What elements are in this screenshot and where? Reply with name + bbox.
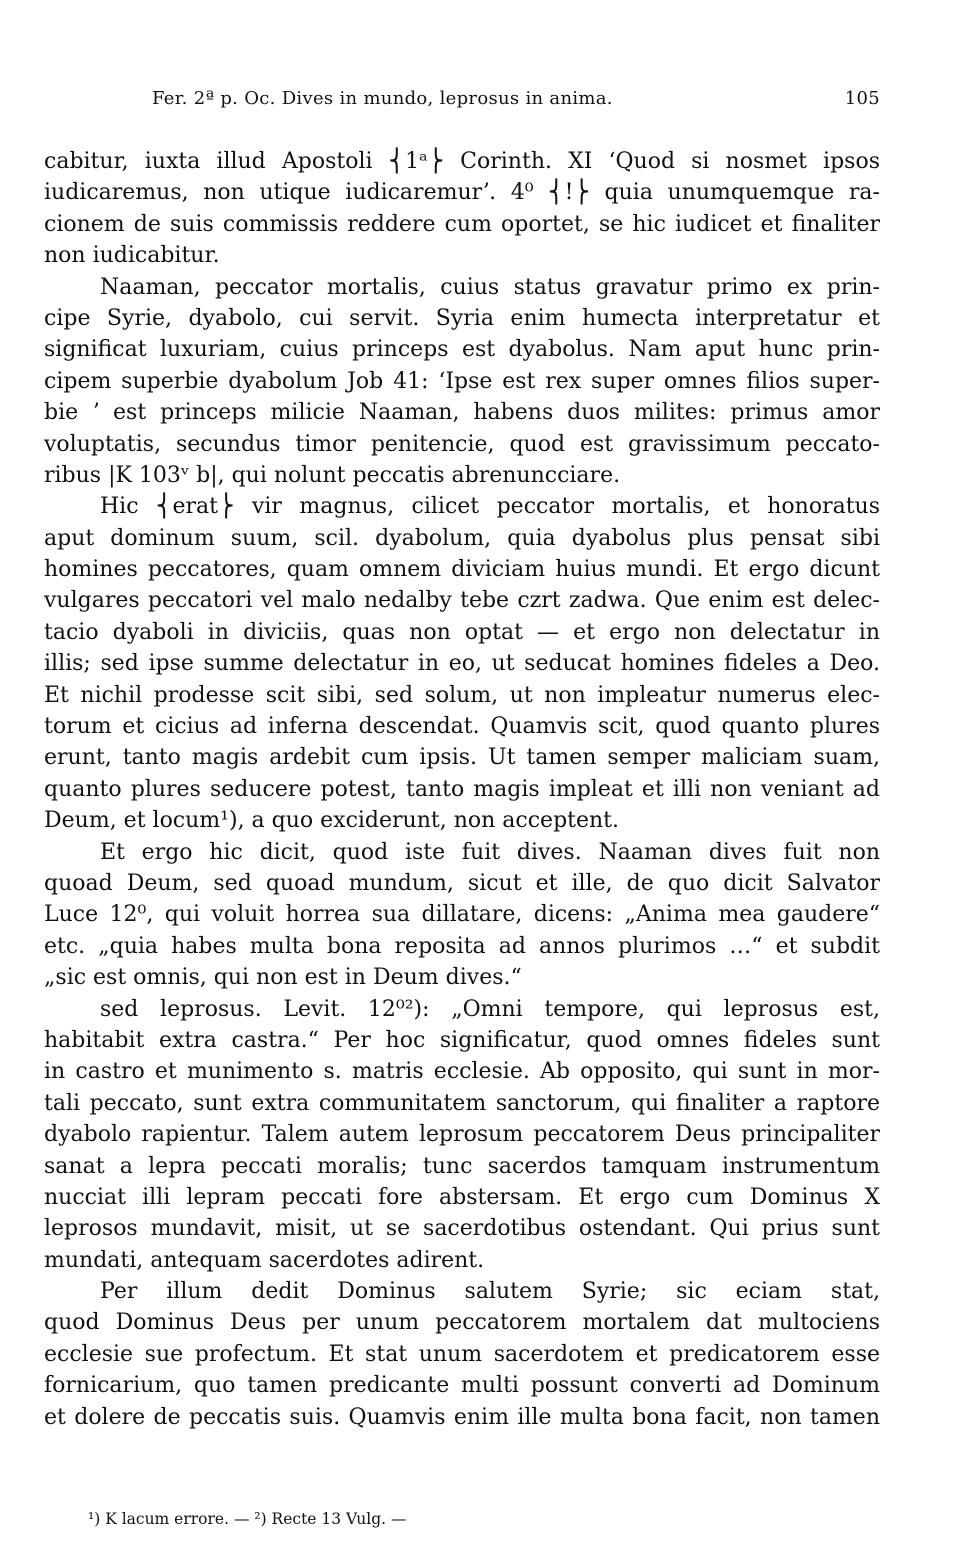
text-line: torum et cicius ad inferna descendat. Quamvis scit, quod quanto plures <box>44 714 880 740</box>
text-line: aput dominum suum, scil. dyabolum, quia dyabolus plus pensat sibi <box>44 525 880 551</box>
text-line: quanto plures seducere potest, tanto magis impleat et illi non veniant ad <box>44 776 880 802</box>
page-number: 105 <box>844 88 880 109</box>
text-line: dyabolo rapientur. Talem autem leprosum peccatorem Deus principaliter <box>44 1122 880 1148</box>
text-line: sed leprosus. Levit. 12⁰²): „Omni tempore, qui leprosus est, <box>100 996 880 1022</box>
text-line: „sic est omnis, qui non est in Deum dives.“ <box>44 965 522 991</box>
text-line: homines peccatores, quam omnem diviciam huius mundi. Et ergo dicunt <box>44 557 880 583</box>
text-line: Naaman, peccator mortalis, cuius status gravatur primo ex prin- <box>100 274 880 300</box>
text-line: Luce 12⁰, qui voluit horrea sua dillatare, dicens: „Anima mea gaudere“ <box>44 902 880 928</box>
text-line: tali peccato, sunt extra communitatem sanctorum, qui finaliter a raptore <box>44 1090 880 1116</box>
footnotes: ¹) K lacum errore. — ²) Recte 13 Vulg. — <box>88 1510 407 1528</box>
text-line: Hic ⎨erat⎬ vir magnus, cilicet peccator mortalis, et honoratus <box>100 494 880 520</box>
text-line: Et nichil prodesse scit sibi, sed solum, ut non impleatur numerus elec- <box>44 682 880 708</box>
text-line: etc. „quia habes multa bona reposita ad annos plurimos …“ et subdit <box>44 933 880 959</box>
page-header <box>152 88 880 118</box>
text-line: mundati, antequam sacerdotes adirent. <box>44 1247 485 1273</box>
text-line: Deum, et locum¹), a quo exciderunt, non acceptent. <box>44 808 620 834</box>
text-line: cabitur, iuxta illud Apostoli ⎨1ᵃ⎬ Corinth. XI ʻQuod si nosmet ipsos <box>44 149 880 174</box>
document-page <box>44 0 880 1555</box>
text-line: tacio dyaboli in diviciis, quas non optat — et ergo non delectatur in <box>44 619 880 645</box>
text-line: fornicarium, quo tamen predicante multi possunt converti ad Dominum <box>44 1373 880 1399</box>
text-line: Per illum dedit Dominus salutem Syrie; sic eciam stat, <box>100 1279 880 1305</box>
text-line: et dolere de peccatis suis. Quamvis enim ille multa bona facit, non tamen <box>44 1404 880 1430</box>
text-line: sanat a lepra peccati moralis; tunc sacerdos tamquam instrumentum <box>44 1153 880 1179</box>
running-title: Fer. 2ª p. Oc. Dives in mundo, leprosus in anima. <box>152 88 613 109</box>
text-line: voluptatis, secundus timor penitencie, quod est gravissimum peccato- <box>44 431 880 457</box>
text-line: cionem de suis commissis reddere cum oportet, se hic iudicet et finaliter <box>44 211 880 237</box>
text-line: illis; sed ipse summe delectatur in eo, ut seducat homines fideles a Deo. <box>44 651 880 677</box>
body-text <box>44 146 880 1433</box>
text-line: vulgares peccatori vel malo nedalby tebe czrt zadwa. Que enim est delec- <box>44 588 880 614</box>
text-line: cipe Syrie, dyabolo, cui servit. Syria enim humecta interpretatur et <box>44 305 880 331</box>
text-line: bie ʼ est princeps milicie Naaman, habens duos milites: primus amor <box>44 400 880 426</box>
text-line: significat luxuriam, cuius princeps est dyabolus. Nam aput hunc prin- <box>44 337 880 363</box>
text-line: nucciat illi lepram peccati fore abstersam. Et ergo cum Dominus X <box>44 1184 880 1210</box>
text-line: quod Dominus Deus per unum peccatorem mortalem dat multociens <box>44 1310 880 1336</box>
text-line: quoad Deum, sed quoad mundum, sicut et ille, de quo dicit Salvator <box>44 870 880 896</box>
text-line: erunt, tanto magis ardebit cum ipsis. Ut tamen semper maliciam suam, <box>44 745 880 771</box>
text-line: non iudicabitur. <box>44 243 220 269</box>
text-line: ecclesie sue profectum. Et stat unum sacerdotem et predicatorem esse <box>44 1341 880 1367</box>
text-line: habitabit extra castra.“ Per hoc significatur, quod omnes fideles sunt <box>44 1027 880 1053</box>
text-line: iudicaremus, non utique iudicaremurʼ. 4⁰ ⎨!⎬ quia unumquemque ra- <box>44 180 880 206</box>
text-line: leprosos mundavit, misit, ut se sacerdotibus ostendant. Qui prius sunt <box>44 1216 880 1242</box>
text-line: cipem superbie dyabolum Job 41: ʻIpse est rex super omnes filios super- <box>44 368 880 394</box>
text-line: Et ergo hic dicit, quod iste fuit dives. Naaman dives fuit non <box>100 839 880 865</box>
text-line: ribus |K 103ᵛ b|, qui nolunt peccatis abrenuncciare. <box>44 462 621 488</box>
text-line: in castro et munimento s. matris ecclesie. Ab opposito, qui sunt in mor- <box>44 1059 880 1085</box>
